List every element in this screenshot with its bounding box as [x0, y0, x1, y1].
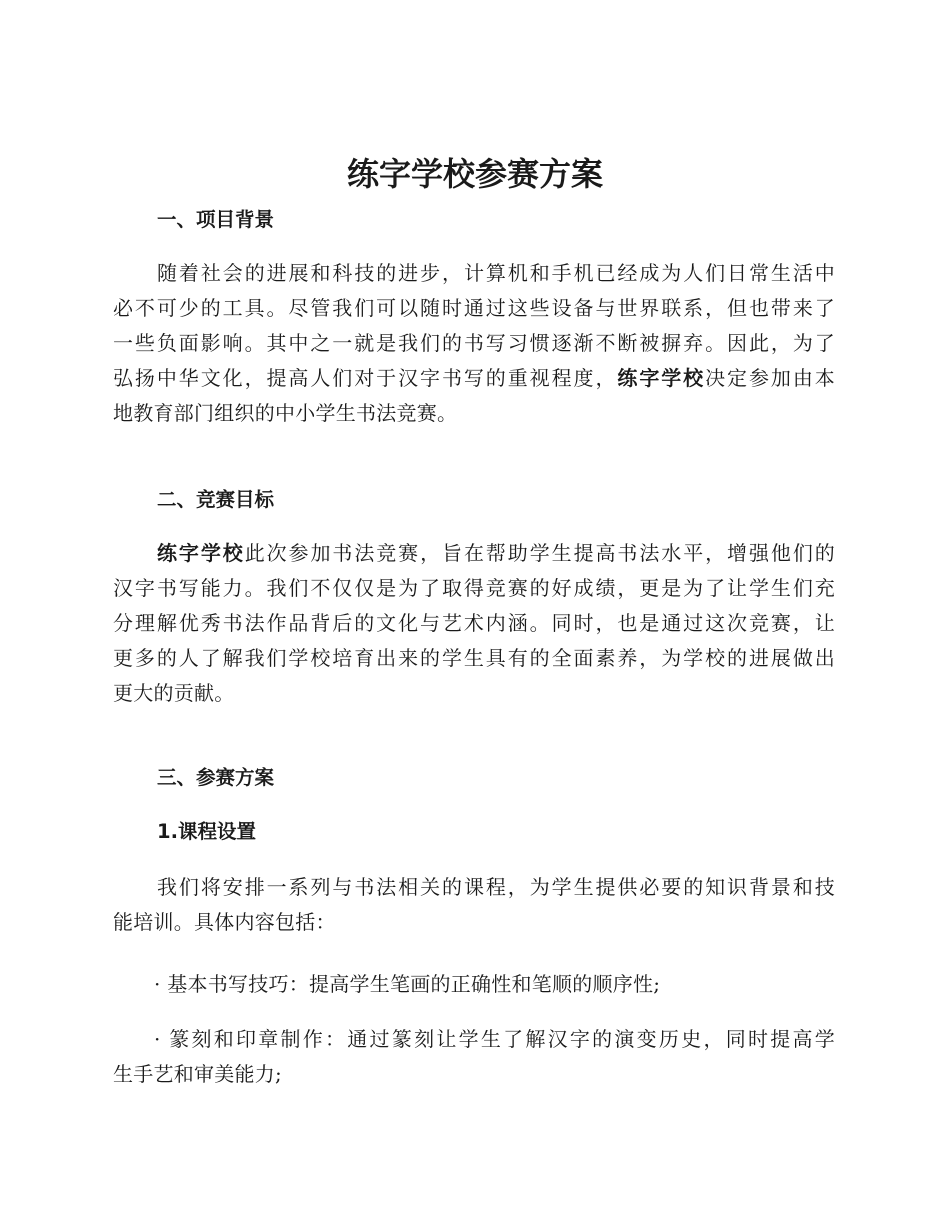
paragraph-line — [113, 536, 835, 571]
paragraph-line: 更大的贡献。 — [113, 681, 235, 705]
bullet-line: · 基本书写技巧：提高学生笔画的正确性和笔顺的顺序性; — [154, 972, 661, 996]
section-heading-plan: 三、参赛方案 — [157, 766, 275, 789]
paragraph-line: 地教育部门组织的中小学生书法竞赛。 — [113, 401, 458, 425]
section-heading-goals: 二、竞赛目标 — [157, 488, 275, 511]
paragraph-line — [113, 361, 835, 396]
paragraph-line: 更多的人了解我们学校培育出来的学生具有的全面素养，为学校的进展做出 — [113, 646, 835, 670]
paragraph-line: 分理解优秀书法作品背后的文化与艺术内涵。同时，也是通过这次竞赛，让 — [113, 611, 835, 635]
paragraph-line: 随着社会的进展和科技的进步，计算机和手机已经成为人们日常生活中 — [157, 261, 835, 285]
paragraph-text: 此次参加书法竞赛，旨在帮助学生提高书法水平，增强他们的 — [244, 541, 836, 565]
paragraph-line: 必不可少的工具。尽管我们可以随时通过这些设备与世界联系，但也带来了 — [113, 296, 835, 320]
school-name-bold: 练字学校 — [617, 366, 706, 390]
paragraph-background — [113, 256, 835, 431]
paragraph-courses-intro — [113, 870, 835, 940]
paragraph-text: 弘扬中华文化，提高人们对于汉字书写的重视程度， — [113, 366, 618, 390]
paragraph-line: 汉字书写能力。我们不仅仅是为了取得竞赛的好成绩，更是为了让学生们充 — [113, 576, 835, 600]
paragraph-line: 能培训。具体内容包括： — [113, 910, 336, 934]
paragraph-goals — [113, 536, 835, 711]
bullet-line: 生手艺和审美能力; — [113, 1062, 282, 1086]
section-heading-background: 一、项目背景 — [157, 208, 275, 231]
bullet-line: · 篆刻和印章制作：通过篆刻让学生了解汉字的演变历史，同时提高学 — [154, 1027, 835, 1051]
document-title: 练字学校参赛方案 — [346, 155, 603, 193]
subheading-courses: 1.课程设置 — [157, 820, 256, 843]
bullet-item — [113, 967, 835, 1002]
paragraph-line: 一些负面影响。其中之一就是我们的书写习惯逐渐不断被摒弃。因此，为了 — [113, 331, 835, 355]
paragraph-text: 决定参加由本 — [705, 366, 836, 390]
school-name-bold: 练字学校 — [157, 541, 245, 565]
bullet-item — [113, 1022, 835, 1092]
paragraph-line: 我们将安排一系列与书法相关的课程，为学生提供必要的知识背景和技 — [157, 875, 835, 899]
